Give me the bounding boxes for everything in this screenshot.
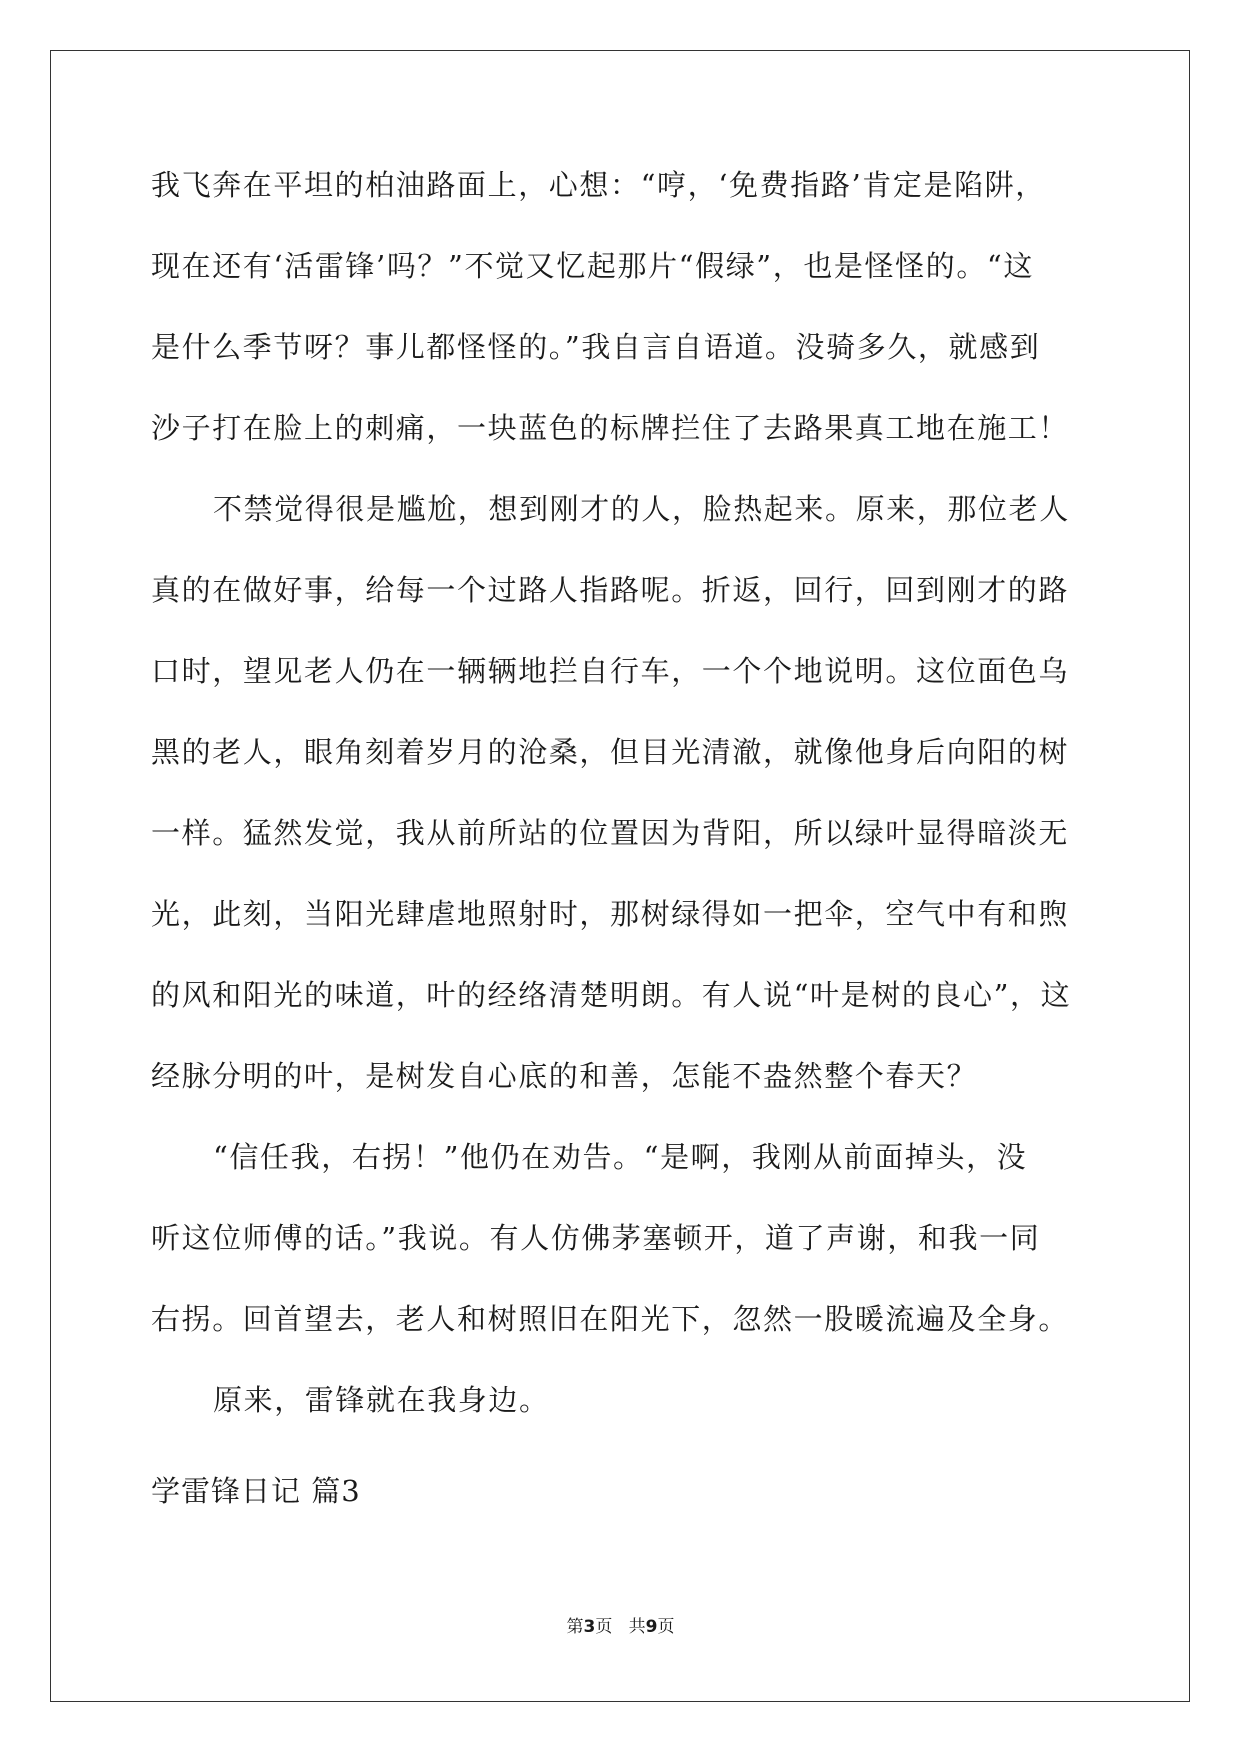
- paragraph-line: 现在还有‘活雷锋’吗？”不觉又忆起那片“假绿”，也是怪怪的。“这: [151, 249, 1034, 283]
- paragraph-line: 右拐。回首望去，老人和树照旧在阳光下，忽然一股暖流遍及全身。: [151, 1302, 1070, 1336]
- page-suffix: 页: [657, 1617, 675, 1637]
- page-footer: [0, 1615, 1241, 1639]
- page-mid-text: 页 共: [595, 1617, 646, 1637]
- page-prefix: 第: [566, 1617, 584, 1637]
- paragraph-line: 原来，雷锋就在我身边。: [213, 1383, 550, 1417]
- paragraph-line: 不禁觉得很是尴尬，想到刚才的人，脸热起来。原来，那位老人: [213, 492, 1070, 526]
- paragraph-line: 一样。猛然发觉，我从前所站的位置因为背阳，所以绿叶显得暗淡无: [151, 816, 1070, 850]
- total-page-number: 9: [645, 1617, 658, 1637]
- current-page-number: 3: [583, 1617, 596, 1637]
- document-body: [151, 165, 1091, 1461]
- paragraph-line: 经脉分明的叶，是树发自心底的和善，怎能不盎然整个春天？: [151, 1059, 978, 1093]
- paragraph-line: 黑的老人，眼角刻着岁月的沧桑，但目光清澈，就像他身后向阳的树: [151, 735, 1070, 769]
- paragraph-line: 口时，望见老人仍在一辆辆地拦自行车，一个个地说明。这位面色乌: [151, 654, 1070, 688]
- paragraph-line: “信任我，右拐！”他仍在劝告。“是啊，我刚从前面掉头，没: [213, 1140, 1028, 1174]
- paragraph-line: 是什么季节呀？事儿都怪怪的。”我自言自语道。没骑多久，就感到: [151, 330, 1041, 364]
- paragraph-line: 听这位师傅的话。”我说。有人仿佛茅塞顿开，道了声谢，和我一同: [151, 1221, 1041, 1255]
- section-heading: 学雷锋日记 篇3: [151, 1474, 361, 1508]
- paragraph-line: 真的在做好事，给每一个过路人指路呢。折返，回行，回到刚才的路: [151, 573, 1070, 607]
- paragraph-line: 我飞奔在平坦的柏油路面上，心想：“哼，‘免费指路’肯定是陷阱，: [151, 168, 1046, 202]
- paragraph-line: 光，此刻，当阳光肆虐地照射时，那树绿得如一把伞，空气中有和煦: [151, 897, 1070, 931]
- paragraph-line: 沙子打在脸上的刺痛，一块蓝色的标牌拦住了去路果真工地在施工！: [151, 411, 1070, 445]
- paragraph-line: 的风和阳光的味道，叶的经络清楚明朗。有人说“叶是树的良心”，这: [151, 978, 1072, 1012]
